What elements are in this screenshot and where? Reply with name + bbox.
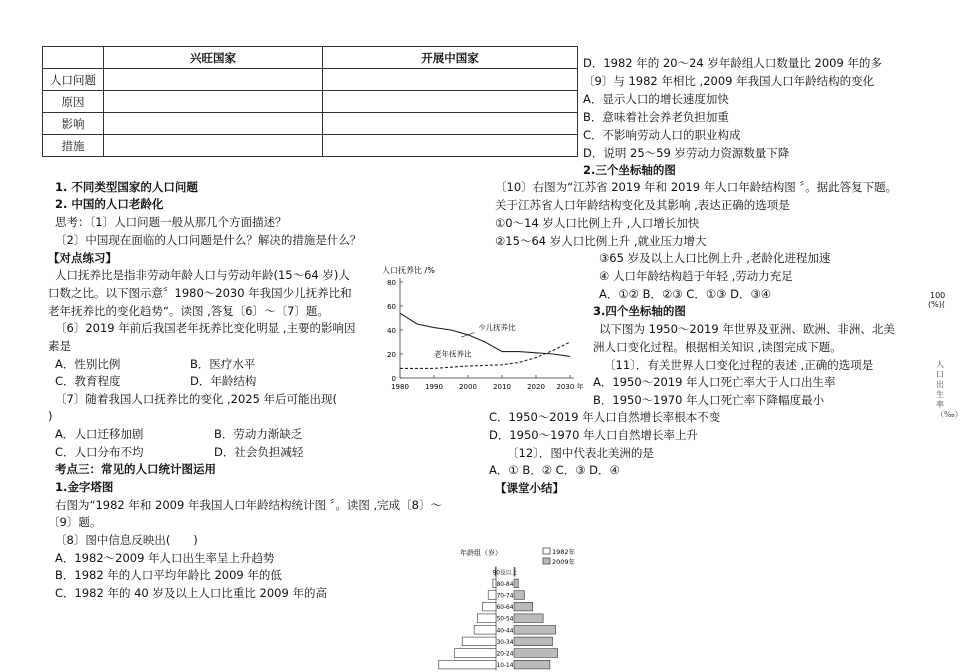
x-tick-label: 2000: [459, 383, 477, 391]
bar-2009: [514, 579, 518, 588]
x-tick-label: 2030 年: [556, 383, 584, 391]
bar-2009: [514, 660, 550, 669]
row-label: 影响: [43, 113, 104, 135]
table-row: [43, 91, 578, 113]
x-tick-label: 2010: [493, 383, 511, 391]
statement: ④ 人口年龄结构趋于年轻 ,劳动力充足: [599, 269, 793, 283]
option[interactable]: D．社会负担减轻: [214, 445, 304, 459]
section-heading: 3.四个坐标轴的图: [593, 304, 686, 318]
option[interactable]: A．显示人口的增长速度加快: [583, 92, 729, 106]
legend-2009-swatch: [543, 558, 550, 564]
text-line: 人口抚养比是指非劳动年龄人口与劳动年龄(15～64 岁)人: [55, 268, 350, 282]
section-heading: 【对点练习】: [48, 251, 117, 265]
table-header-row: [43, 47, 578, 69]
text-line: 〔9〕题。: [48, 515, 102, 529]
bar-1982: [474, 626, 496, 635]
question-12: 〔12〕．图中代表北美洲的是: [507, 446, 654, 460]
option[interactable]: B．意味着社会养老负担加重: [583, 110, 729, 124]
option[interactable]: B．1982 年的人口平均年龄比 2009 年的低: [55, 568, 282, 582]
options-row[interactable]: A．①② B．②③ C．①③ D．③④: [599, 287, 772, 301]
text-line: 关于江苏省人口年龄结构变化及其影响 ,表达正确的选项是: [495, 198, 790, 212]
question-6: 〔6〕2019 年前后我国老年抚养比变化明显 ,主要的影响因: [55, 321, 356, 335]
text-line: 右图为“1982 年和 2009 年我国人口年龄结构统计图 〞。读图 ,完成〔8〕～: [55, 498, 442, 512]
option[interactable]: D．年龄结构: [190, 374, 257, 388]
age-group-label: 20-24: [496, 651, 514, 658]
section-heading: 2. 中国的人口老龄化: [55, 197, 164, 211]
question-9: 〔9〕与 1982 年相比 ,2009 年我国人口年龄结构的变化: [583, 74, 875, 88]
question-10: 〔10〕右图为“江苏省 2019 年和 2019 年人口年龄结构图 〞。据此答复下题。: [495, 180, 898, 194]
age-group-label: 80-84: [496, 581, 514, 588]
section-heading: 1.金字塔图: [55, 480, 114, 494]
table-cell[interactable]: [323, 113, 578, 135]
table-cell[interactable]: [104, 91, 323, 113]
table-cell[interactable]: [323, 69, 578, 91]
option[interactable]: B．医疗水平: [190, 357, 256, 371]
row-label: 人口问题: [43, 69, 104, 91]
option[interactable]: C．1950～2019 年人口自然增长率根本不变: [489, 410, 721, 424]
table-cell[interactable]: [104, 69, 323, 91]
text-line: 以下图为 1950～2019 年世界及亚洲、欧洲、非洲、北美: [599, 322, 895, 336]
legend-1982-swatch: [543, 548, 550, 554]
x-tick-label: 1990: [425, 383, 443, 391]
row-label: 原因: [43, 91, 104, 113]
option[interactable]: B．1950～1970 年人口死亡率下降幅度最小: [593, 393, 825, 407]
table-cell[interactable]: [323, 135, 578, 157]
bar-2009: [514, 649, 558, 658]
section-heading: 1. 不同类型国家的人口问题: [55, 180, 198, 194]
table-row: [43, 69, 578, 91]
table-cell[interactable]: [104, 135, 323, 157]
statement: ③65 岁及以上人口比例上升 ,老龄化进程加速: [599, 251, 831, 265]
annotation-elderly-ratio: 老年抚养比: [434, 349, 472, 359]
age-group-label: 40-44: [496, 628, 514, 635]
comparison-table: [42, 46, 578, 157]
age-group-label: 70-74: [496, 593, 514, 600]
dependency-ratio-chart: [370, 262, 595, 398]
y-tick-label: 20: [387, 351, 396, 359]
legend-1982: 1982年: [552, 548, 576, 556]
age-group-label: 50-54: [496, 616, 514, 623]
age-group-label: 10-14: [496, 663, 514, 670]
elderly-dependency-line: [400, 342, 570, 368]
option[interactable]: A．1982～2009 年人口出生率呈上升趋势: [55, 551, 275, 565]
pyramid-title: 年龄组（岁）: [460, 549, 502, 557]
question-11: 〔11〕．有关世界人口变化过程的表述 ,正确的选项是: [604, 358, 874, 372]
statement: ①0～14 岁人口比例上升 ,人口增长加快: [495, 216, 700, 230]
option[interactable]: A．性别比例: [55, 357, 121, 371]
bar-1982: [493, 579, 496, 588]
age-group-label: 90及以上: [492, 570, 518, 577]
text-line: 口数之比。以下图示意〞1980～2030 年我国少儿抚养比和: [48, 286, 352, 300]
statement: ②15～64 岁人口比例上升 ,就业压力增大: [495, 234, 707, 248]
legend-2009: 2009年: [552, 558, 576, 566]
option[interactable]: A．1950～2019 年人口死亡率大于人口出生率: [593, 375, 836, 389]
edge-label: 100: [930, 291, 946, 300]
options-row[interactable]: A．① B．② C．③ D．④: [489, 463, 620, 477]
text-line: 老年抚养比的变化趋势“。读图 ,答复〔6〕～〔7〕题。: [48, 304, 329, 318]
table-header-developing: 开展中国家: [323, 47, 578, 69]
option[interactable]: A．人口迁移加剧: [55, 427, 144, 441]
bar-1982: [482, 602, 496, 611]
y-tick-label: 80: [387, 279, 396, 287]
section-heading: 【课堂小结】: [495, 481, 564, 495]
bar-2009: [514, 591, 524, 600]
chart-ylabel: 人口抚养比 /%: [382, 266, 435, 275]
text-line: 洲人口变化过程。根据相关知识 ,读图完成下题。: [593, 340, 842, 354]
option[interactable]: C．人口分布不均: [55, 445, 144, 459]
table-header-developed: 兴旺国家: [104, 47, 323, 69]
bar-2009: [514, 614, 543, 623]
option[interactable]: B．劳动力渐缺乏: [214, 427, 303, 441]
edge-label: (%)(: [928, 300, 945, 309]
row-label: 措施: [43, 135, 104, 157]
text-line: ): [48, 409, 53, 423]
option[interactable]: D．说明 25～59 岁劳动力资源数量下降: [583, 146, 790, 160]
y-tick-label: 60: [387, 303, 396, 311]
bar-1982: [462, 637, 496, 646]
table-cell[interactable]: [323, 91, 578, 113]
text-line: 素是: [48, 339, 71, 353]
x-tick-label: 1980: [391, 383, 409, 391]
option[interactable]: D．1982 年的 20～24 岁年龄组人口数量比 2009 年的多: [583, 56, 882, 70]
table-row: [43, 135, 578, 157]
text-line: 思考：〔1〕人口问题一般从那几个方面描述？: [55, 215, 287, 229]
y-tick-label: 40: [387, 327, 396, 335]
question-8: 〔8〕图中信息反映出( ): [55, 533, 198, 547]
bar-1982: [488, 591, 496, 600]
population-pyramid: [440, 544, 590, 672]
age-group-label: 30-34: [496, 639, 514, 646]
option[interactable]: C．教育程度: [55, 374, 121, 388]
x-tick-label: 2020: [527, 383, 545, 391]
bar-2009: [514, 626, 556, 635]
table-cell[interactable]: [104, 113, 323, 135]
y-tick-label: 0: [391, 375, 396, 383]
table-row: [43, 113, 578, 135]
edge-vertical-label: 人口出生率（‰）: [936, 360, 963, 419]
section-heading: 2.三个坐标轴的图: [583, 163, 676, 177]
option[interactable]: C．1982 年的 40 岁及以上人口比重比 2009 年的高: [55, 586, 327, 600]
bar-2009: [514, 602, 533, 611]
bar-1982: [454, 649, 496, 658]
child-dependency-line: [400, 313, 570, 359]
age-group-label: 60-64: [496, 605, 514, 612]
section-heading: 考点三：常见的人口统计图运用: [55, 462, 216, 476]
option[interactable]: C．不影响劳动人口的职业构成: [583, 128, 741, 142]
annotation-child-ratio: 少儿抚养比: [478, 323, 516, 332]
text-line: 〔2〕中国现在面临的人口问题是什么？解决的措施是什么？: [55, 233, 362, 247]
bar-1982: [439, 660, 496, 669]
option[interactable]: D．1950～1970 年人口自然增长率上升: [489, 428, 699, 442]
table-corner: [43, 47, 104, 69]
bar-1982: [477, 614, 496, 623]
bar-2009: [514, 637, 552, 646]
question-7: 〔7〕随着我国人口抚养比的变化 ,2025 年后可能出现(: [55, 392, 338, 406]
